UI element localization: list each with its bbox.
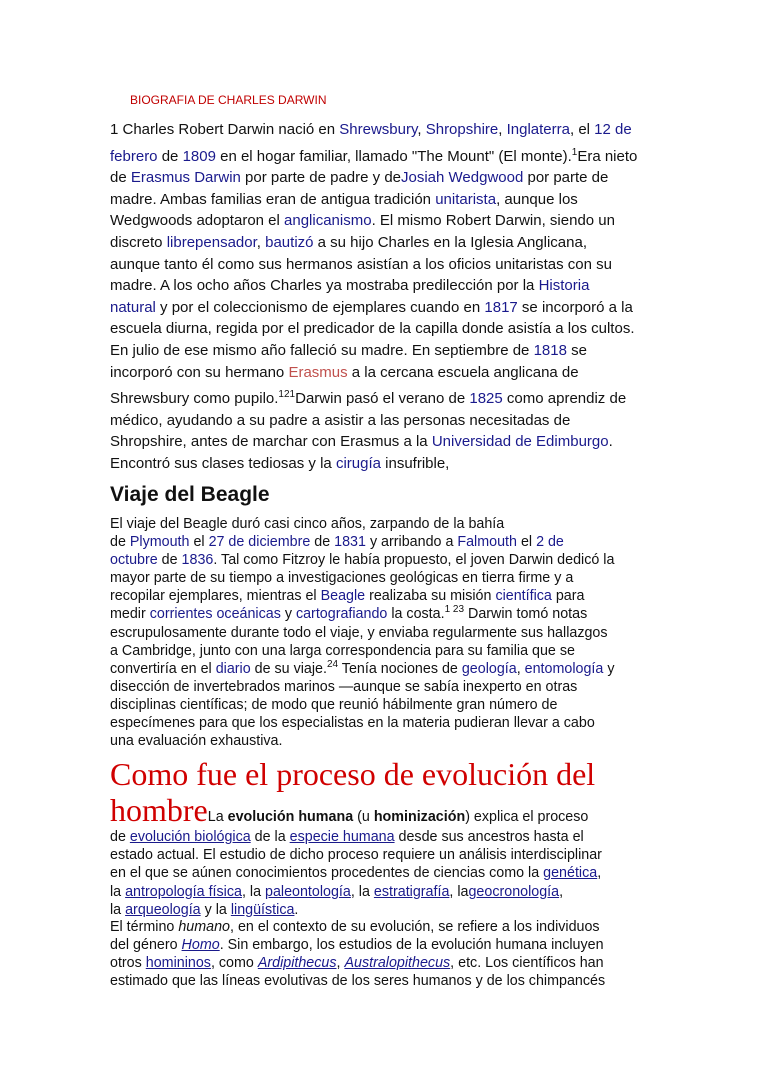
link-1818[interactable]: 1818 xyxy=(533,341,567,359)
link-entomologia[interactable]: entomología xyxy=(524,660,604,677)
link-historia[interactable]: Historia xyxy=(538,277,590,295)
link-especie-humana[interactable]: especie humana xyxy=(289,829,395,845)
link-geocronologia[interactable]: geocronología xyxy=(468,883,560,900)
link-1809[interactable]: 1809 xyxy=(182,147,216,165)
link-arqueologia[interactable]: arqueología xyxy=(125,901,201,918)
link-beagle[interactable]: Beagle xyxy=(320,588,366,605)
link-ardipithecus[interactable]: Ardipithecus xyxy=(257,955,337,972)
link-natural[interactable]: natural xyxy=(110,298,156,316)
link-diario[interactable]: diario xyxy=(215,660,251,677)
link-linguistica[interactable]: lingüística xyxy=(230,901,295,918)
link-febrero[interactable]: febrero xyxy=(110,147,158,165)
link-plymouth[interactable]: Plymouth xyxy=(129,534,190,551)
link-paleontologia[interactable]: paleontología xyxy=(265,883,351,900)
link-inglaterra[interactable]: Inglaterra xyxy=(506,121,570,138)
link-shrewsbury[interactable]: Shrewsbury xyxy=(339,121,418,138)
link-australopithecus[interactable]: Australopithecus xyxy=(344,955,451,972)
link-falmouth[interactable]: Falmouth xyxy=(457,534,517,551)
beagle-paragraph: El viaje del Beagle duró casi cinco años, zarpando de la bahía de Plymouth el 27 de diciembre de 1831 y arribando a Falmouth el 2 de octubre de 1836. Tal como Fitzroy le había propuesto, el joven Darwin dedicó la mayor parte de su tiempo a investigaciones geológicas en tierra firme y a recopilar ejemplares, mientras el Beagle realizaba su misión científica para medir corrientes oceánicas y cartografiando la costa.$^{1 23}$ Darwin tomó notas escrupulosamente durante todo el viaje, y enviaba regularmente sus hallazgos a Cambridge, junto con una larga correspondencia para su familia que se convertiría en el diario de su viaje.$^{24}$ Tenía nociones de geología, entomología y disección de invertebrados marinos —aunque se sabía inexperto en otras disciplinas científicas; de modo que reunió hábilmente gran número de especímenes para que los especialistas en la materia pudieran llevar a cabo una evaluación exhaustiva. xyxy=(110,516,615,750)
link-cartografiando[interactable]: cartografiando xyxy=(295,606,388,623)
link-unitarista[interactable]: unitarista xyxy=(435,190,497,208)
evolution-section: Como fue el proceso de evolución del hombreLa evolución humana (u hominización) explica el proceso de evolución biológica de la especie humana desde sus ancestros hasta el estado actual. El estudio de dicho proceso requiere un análisis interdisciplinar en el que se aúnen conocimientos procedentes de ciencias como la genética, la antropología física, la paleontología, la estratigrafía, lageocronología, la arqueología y la lingüística. xyxy=(110,756,665,919)
link-homininos[interactable]: homininos xyxy=(145,955,211,972)
footnote-24: 24 xyxy=(326,658,339,670)
link-evolucion-biologica[interactable]: evolución biológica xyxy=(129,829,251,845)
link-cientifica[interactable]: científica xyxy=(495,588,552,605)
section-heading-hombre: hombre xyxy=(110,792,208,828)
section-heading-beagle: Viaje del Beagle xyxy=(110,483,270,506)
link-cirugia[interactable]: cirugía xyxy=(335,454,381,472)
footnote-121: 121 xyxy=(278,389,296,401)
link-bautizo[interactable]: bautizó xyxy=(265,233,314,251)
biography-paragraph: 1 Charles Robert Darwin nació en Shrewsbury, Shropshire, Inglaterra, el 12 de febrero de 1809 en el hogar familiar, llamado "The Mount" (El monte).$^1$Era nieto de Erasmus Darwin por parte de padre y deJosiah Wedgwood por parte de madre. Ambas familias eran de antigua tradición unitarista, aunque los Wedgwoods adoptaron el anglicanismo. El mismo Robert Darwin, siendo un discreto librepensador, bautizó a su hijo Charles en la Iglesia Anglicana, aunque tanto él como sus hermanos asistían a los oficios unitaristas con su madre. A los ocho años Charles ya mostraba predilección por la Historia natural y por el coleccionismo de ejemplares cuando en 1817 se incorporó a la escuela diurna, regida por el predicador de la capilla donde asistía a los cultos. En julio de ese mismo año falleció su madre. En septiembre de 1818 se incorporó con su hermano Erasmus a la cercana escuela anglicana de Shrewsbury como pupilo.$^{121}$Darwin pasó el verano de 1825 como aprendiz de médico, ayudando a su padre a asistir a las personas necesitadas de Shropshire, antes de marchar con Erasmus a la Universidad de Edimburgo. Encontró sus clases tediosas y la cirugía insufrible, xyxy=(110,121,638,472)
document-title: BIOGRAFIA DE CHARLES DARWIN xyxy=(130,93,327,107)
link-anglicanismo[interactable]: anglicanismo xyxy=(284,212,372,230)
link-genetica[interactable]: genética xyxy=(543,865,598,882)
link-erasmus[interactable]: Erasmus xyxy=(288,363,348,381)
link-1831[interactable]: 1831 xyxy=(334,534,366,551)
link-homo[interactable]: Homo xyxy=(181,937,220,954)
link-12-de-febrero[interactable]: 12 de xyxy=(594,121,632,138)
link-1825[interactable]: 1825 xyxy=(469,390,503,408)
humano-paragraph: El término humano, en el contexto de su evolución, se refiere a los individuos del género Homo. Sin embargo, los estudios de la evolución humana incluyen otros homininos, como Ardipithecus, Australopithecus, etc. Los científicos han estimado que las líneas evolutivas de los seres humanos y de los chimpancés xyxy=(110,919,606,990)
link-estratigrafia[interactable]: estratigrafía xyxy=(373,883,450,900)
link-1836[interactable]: 1836 xyxy=(181,552,214,569)
link-2-de-octubre[interactable]: 2 de xyxy=(536,534,564,551)
link-josiah-wedgwood[interactable]: Josiah Wedgwood xyxy=(401,169,524,187)
footnote-1: 1 xyxy=(571,146,578,158)
link-librepensador[interactable]: librepensador xyxy=(166,233,257,251)
link-antropologia-fisica[interactable]: antropología física xyxy=(125,883,242,900)
link-geologia[interactable]: geología xyxy=(461,660,517,677)
link-corrientes-oceanicas[interactable]: corrientes oceánicas xyxy=(149,606,281,623)
footnote-1-23: 1 23 xyxy=(444,604,465,616)
link-octubre[interactable]: octubre xyxy=(110,552,158,569)
link-shropshire[interactable]: Shropshire xyxy=(425,121,499,138)
link-universidad-edimburgo[interactable]: Universidad de Edimburgo xyxy=(431,433,609,451)
section-heading-evolucion: Como fue el proceso de evolución del xyxy=(110,756,596,792)
link-erasmus-darwin[interactable]: Erasmus Darwin xyxy=(130,169,241,187)
link-1817[interactable]: 1817 xyxy=(484,298,518,316)
link-27-diciembre[interactable]: 27 de diciembre xyxy=(208,534,311,551)
